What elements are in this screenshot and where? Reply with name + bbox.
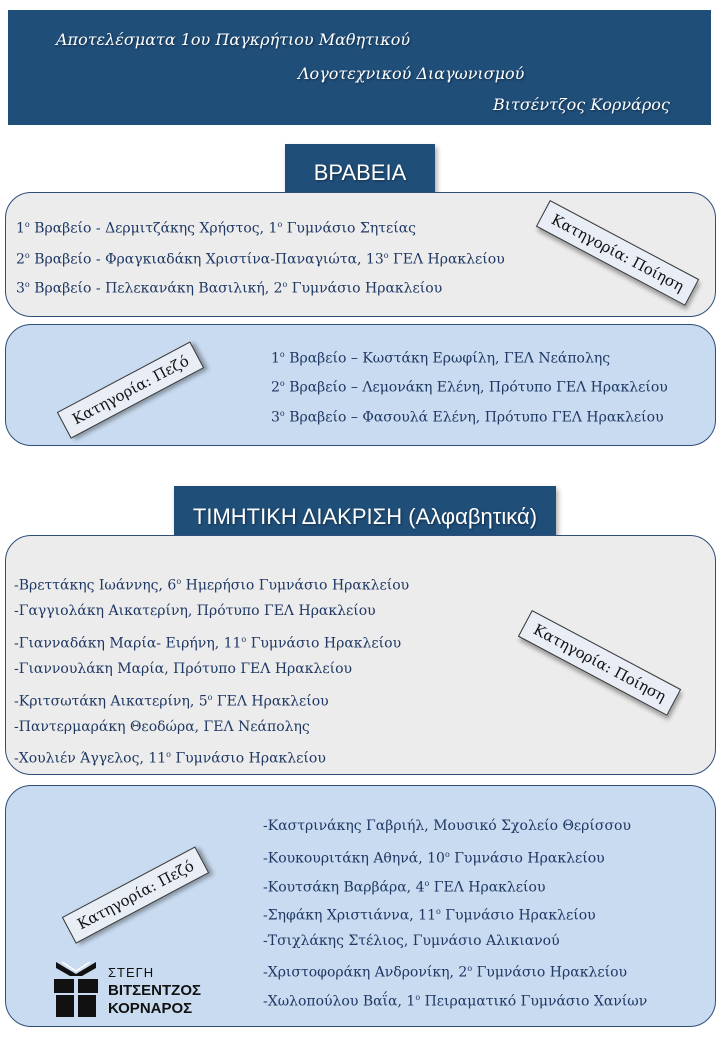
list-item: -Κουτσάκη Βαρβάρα, $4^o$ ΓΕΛ Ηρακλείου bbox=[263, 879, 546, 896]
list-item: $2^o$ Βραβείο - Φραγκιαδάκη Χριστίνα-Παναγιώτα, $13^o$ ΓΕΛ Ηρακλείου bbox=[16, 251, 505, 268]
honors-section-title: ΤΙΜΗΤΙΚΗ ΔΙΑΚΡΙΣΗ (Αλφαβητικά) bbox=[174, 486, 556, 548]
list-item: -Κουκουριτάκη Αθηνά, $10^o$ Γυμνάσιο Ηρακλείου bbox=[263, 850, 605, 867]
list-item: -Βρεττάκης Ιωάννης, $6^o$ Ημερήσιο Γυμνάσιο Ηρακλείου bbox=[14, 577, 410, 594]
logo-text-line3: ΚΟΡΝΑΡΟΣ bbox=[108, 1000, 193, 1017]
awards-section-title: ΒΡΑΒΕΙΑ bbox=[285, 144, 435, 202]
category-tag-poetry: Κατηγορία: Ποίηση bbox=[518, 610, 682, 716]
list-item: -Γαγγιολάκη Αικατερίνη, Πρότυπο ΓΕΛ Ηρακλείου bbox=[14, 603, 376, 619]
gift-box-icon bbox=[52, 960, 100, 1018]
list-item: -Παντερμαράκη Θεοδώρα, ΓΕΛ Νεάπολης bbox=[14, 719, 310, 735]
category-tag-poetry: Κατηγορία: Ποίηση bbox=[536, 200, 700, 306]
header-title-line2: Λογοτεχνικού Διαγωνισμού bbox=[298, 64, 525, 83]
list-item: -Χουλιέν Άγγελος, $11^o$ Γυμνάσιο Ηρακλείου bbox=[14, 750, 326, 767]
list-item: -Κριτσωτάκη Αικατερίνη, $5^o$ ΓΕΛ Ηρακλείου bbox=[14, 693, 329, 710]
list-item: $1^o$ Βραβείο - Δερμιτζάκης Χρήστος, $1^o$ Γυμνάσιο Σητείας bbox=[16, 220, 416, 237]
header-banner bbox=[8, 10, 711, 125]
category-tag-prose: Κατηγορία: Πεζό bbox=[62, 846, 210, 944]
list-item: -Τσιχλάκης Στέλιος, Γυμνάσιο Αλικιανού bbox=[263, 933, 560, 949]
logo-text-line1: ΣΤΕΓΗ bbox=[108, 965, 155, 980]
list-item: $3^o$ Βραβείο – Φασουλά Ελένη, Πρότυπο ΓΕΛ Ηρακλείου bbox=[271, 409, 664, 426]
header-title-line3: Βιτσέντζος Κορνάρος bbox=[493, 95, 670, 114]
list-item: -Χριστοφοράκη Ανδρονίκη, $2^o$ Γυμνάσιο Ηρακλείου bbox=[263, 964, 628, 981]
logo-text-line2: ΒΙΤΣΕΝΤΖΟΣ bbox=[108, 982, 201, 999]
list-item: -Σηφάκη Χριστιάννα, $11^o$ Γυμνάσιο Ηρακλείου bbox=[263, 907, 596, 924]
list-item: -Χωλοπούλου Βαΐα, $1^o$ Πειραματικό Γυμνάσιο Χανίων bbox=[263, 993, 648, 1010]
list-item: $3^o$ Βραβείο - Πελεκανάκη Βασιλική, $2^o$ Γυμνάσιο Ηρακλείου bbox=[16, 280, 443, 297]
category-tag-prose: Κατηγορία: Πεζό bbox=[57, 341, 205, 439]
list-item: -Γιαννουλάκη Μαρία, Πρότυπο ΓΕΛ Ηρακλείου bbox=[14, 661, 353, 677]
list-item: $1^o$ Βραβείο – Κωστάκη Ερωφίλη, ΓΕΛ Νεάπολης bbox=[271, 350, 611, 367]
stegi-logo bbox=[52, 960, 232, 1020]
list-item: -Γιανναδάκη Μαρία- Ειρήνη, $11^o$ Γυμνάσιο Ηρακλείου bbox=[14, 635, 402, 652]
list-item: -Καστρινάκης Γαβριήλ, Μουσικό Σχολείο Θερίσσου bbox=[263, 818, 631, 834]
list-item: $2^o$ Βραβείο – Λεμονάκη Ελένη, Πρότυπο ΓΕΛ Ηρακλείου bbox=[271, 379, 668, 396]
header-title-line1: Αποτελέσματα 1ου Παγκρήτιου Μαθητικού bbox=[56, 30, 411, 49]
